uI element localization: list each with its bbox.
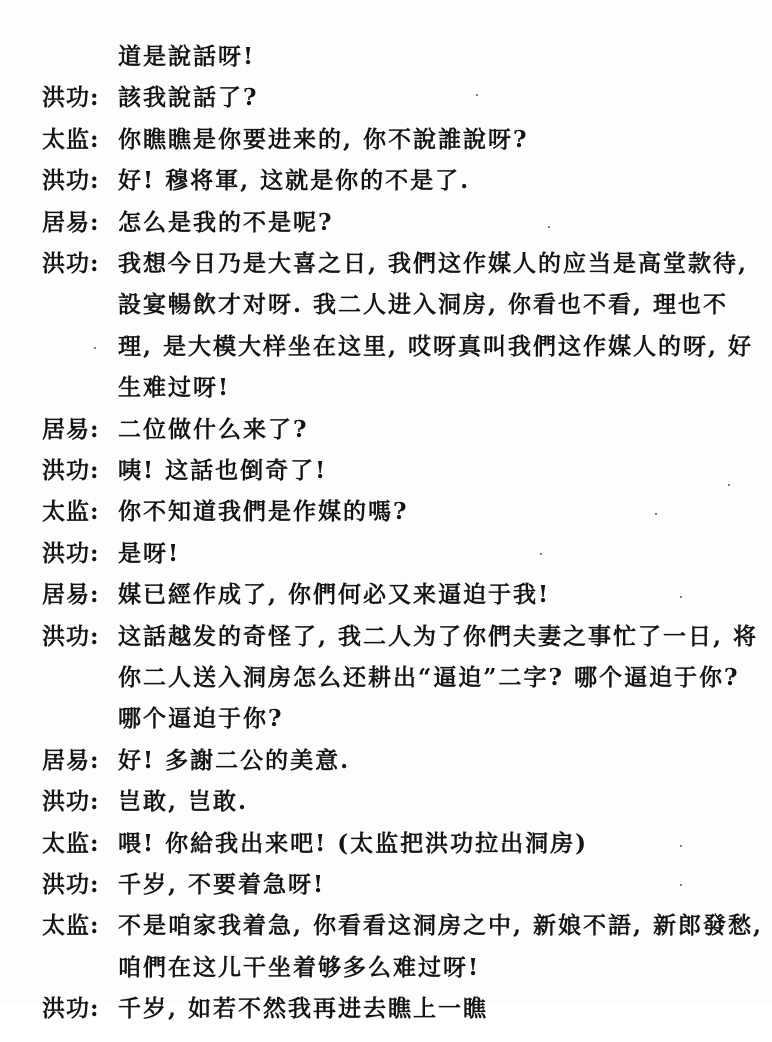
scan-speck [94,347,96,349]
speaker-name: 洪功: [42,622,100,650]
speaker-name: 居易: [42,581,100,609]
scan-speck [680,596,682,598]
dialogue-text: 理, 是大模大样坐在这里, 哎呀真叫我們这作媒人的呀, 好 [118,332,754,360]
speaker-name: 居易: [42,746,100,774]
dialogue-text: 好! 多謝二公的美意. [118,746,351,774]
speaker-name: 洪功: [42,167,100,195]
dialogue-text: 是呀! [118,539,181,567]
dialogue-text: 千岁, 不要着急呀! [118,871,326,898]
speaker-name: 居易: [42,415,100,443]
speaker-name: 居易: [42,208,100,236]
speaker-name: 太监: [42,498,100,526]
dialogue-text: 喂! 你給我出来吧! (太监把洪功拉出洞房) [118,829,588,857]
speaker-name: 洪功: [42,788,100,816]
scan-speck [548,226,550,228]
dialogue-text: 这話越发的奇怪了, 我二人为了你們夫妻之事忙了一日, 将 [118,622,759,650]
speaker-name: 太监: [42,912,100,940]
scan-speck [476,94,478,96]
dialogue-text: 怎么是我的不是呢? [118,208,334,236]
scan-speck [540,553,542,555]
scan-speck [680,845,682,847]
scan-speck [680,884,682,886]
dialogue-text: 咱們在这儿干坐着够多么难过呀! [118,953,481,981]
dialogue-text: 你二人送入洞房怎么还耕出“逼迫”二字? 哪个逼迫于你? [118,664,740,691]
speaker-name: 洪功: [42,250,100,277]
dialogue-text: 你不知道我們是作媒的嗎? [118,498,409,526]
dialogue-text: 設宴暢飲才对呀. 我二人进入洞房, 你看也不看, 理也不 [118,291,729,319]
speaker-name: 太监: [42,125,100,153]
dialogue-text: 岂敢, 岂敢. [118,788,249,816]
speaker-name: 洪功: [42,457,100,484]
dialogue-text: 哪个逼迫于你? [118,705,284,733]
dialogue-text: 你瞧瞧是你要进来的, 你不說誰說呀? [118,125,529,153]
dialogue-text: 媒已經作成了, 你們何必又来逼迫于我! [118,581,551,609]
dialogue-text: 我想今日乃是大喜之日, 我們这作媒人的应当是高堂款待, [118,250,749,277]
speaker-name: 太监: [42,829,100,857]
speaker-name: 洪功: [42,871,100,898]
speaker-name: 洪功: [42,995,100,1023]
dialogue-text: 不是咱家我着急, 你看看这洞房之中, 新娘不語, 新郎發愁, [118,912,764,940]
dialogue-text: 咦! 这話也倒奇了! [118,457,328,484]
dialogue-text: 該我說話了? [118,84,259,112]
speaker-name: 洪功: [42,84,100,112]
dialogue-text: 二位做什么来了? [118,415,309,443]
dialogue-text: 生难过呀! [118,374,231,402]
scan-speck [655,513,657,515]
dialogue-text: 好! 穆将軍, 这就是你的不是了. [118,167,471,195]
dialogue-text: 道是說話呀! [118,43,256,70]
speaker-name: 洪功: [42,539,100,567]
dialogue-text: 千岁, 如若不然我再进去瞧上一瞧 [118,995,489,1023]
scan-speck [728,484,730,486]
